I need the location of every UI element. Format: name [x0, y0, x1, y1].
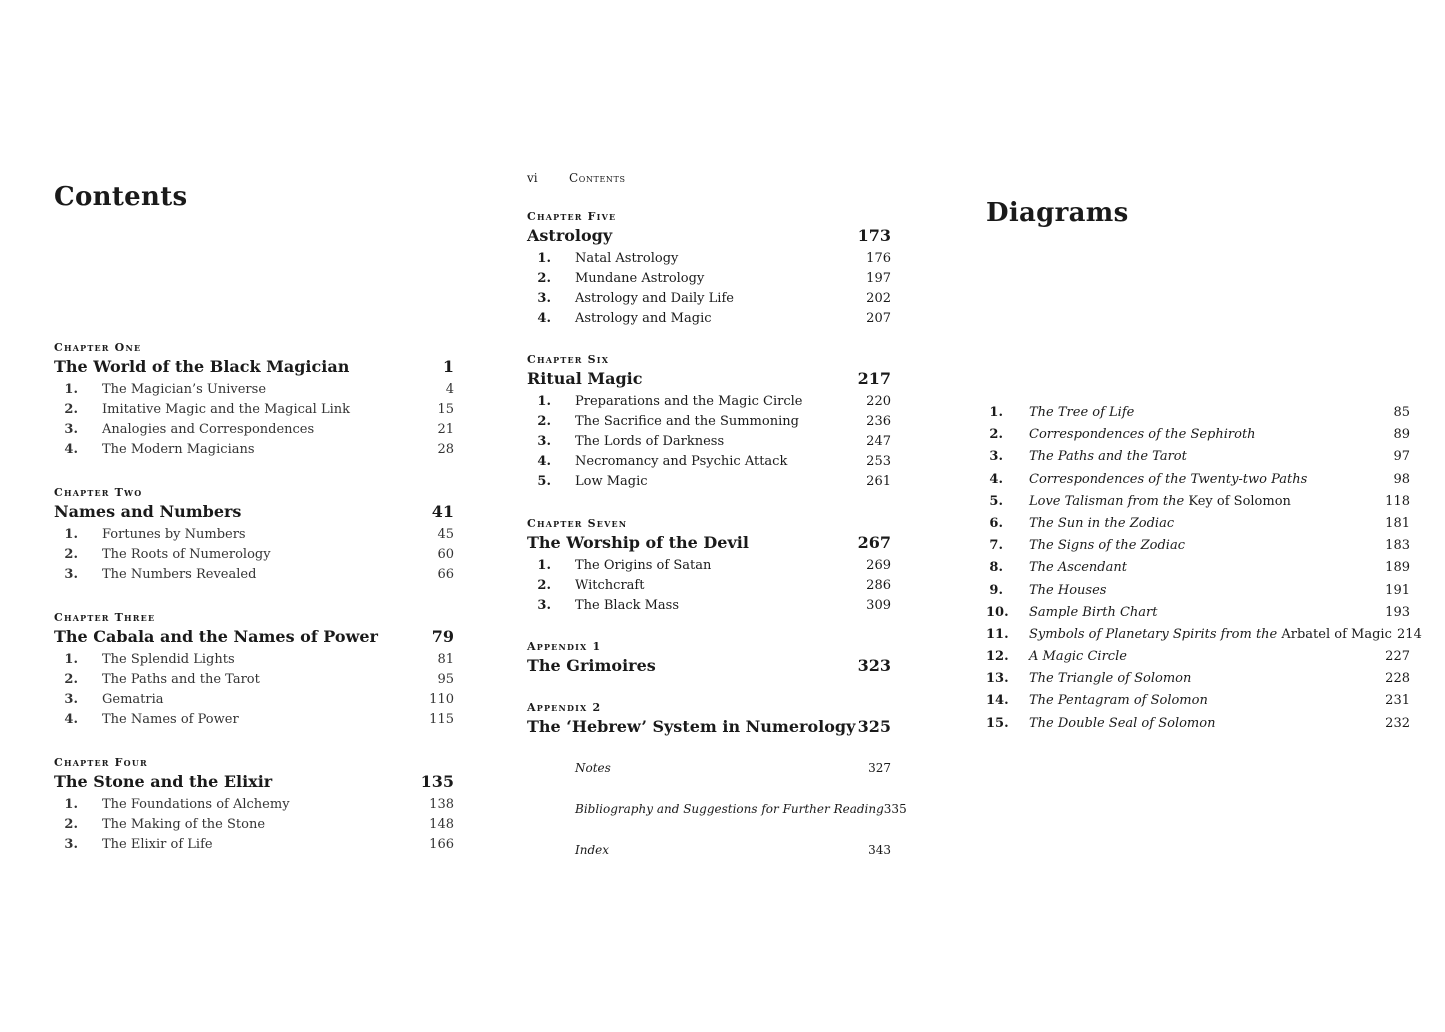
chapter-title: The Worship of the Devil	[527, 533, 749, 552]
chapter-title-row[interactable]	[54, 771, 454, 793]
section-row[interactable]	[527, 556, 891, 576]
section-page: 138	[429, 797, 454, 812]
section-page: 269	[866, 558, 891, 573]
section-row[interactable]	[527, 412, 891, 432]
section-page: 81	[437, 652, 454, 667]
chapter-label: Chapter One	[54, 341, 142, 354]
diagram-title: Love Talisman from the	[1029, 493, 1189, 509]
section-row[interactable]	[54, 440, 454, 460]
diagram-row[interactable]	[986, 713, 1410, 735]
section-row[interactable]	[527, 452, 891, 472]
section-title: The Numbers Revealed	[102, 567, 257, 582]
section-number: 1.	[64, 527, 78, 542]
back-matter-page: 343	[868, 843, 891, 857]
chapter-title: The Stone and the Elixir	[54, 772, 273, 791]
section-row[interactable]	[54, 565, 454, 585]
section-row[interactable]	[54, 835, 454, 855]
section-page: 4	[445, 382, 454, 397]
section-row[interactable]	[527, 289, 891, 309]
chapter-page: 267	[857, 533, 891, 552]
section-row[interactable]	[54, 380, 454, 400]
section-page: 28	[437, 442, 454, 457]
section-title: The Elixir of Life	[102, 837, 213, 852]
section-page: 202	[866, 291, 891, 306]
diagram-title: Correspondences of the Sephiroth	[1029, 427, 1256, 443]
section-title: Gematria	[102, 692, 164, 707]
diagram-title: Correspondences of the Twenty-two Paths	[1029, 471, 1308, 487]
section-title: The Lords of Darkness	[575, 434, 725, 449]
chapter-title-row[interactable]	[54, 356, 454, 378]
chapter-title-row[interactable]	[527, 225, 891, 247]
section-number: 4.	[537, 454, 551, 469]
appendix-entry	[527, 700, 891, 740]
back-matter-title: Notes	[575, 761, 611, 775]
section-page: 45	[437, 527, 454, 542]
appendix-entry	[527, 639, 891, 679]
diagram-row[interactable]	[986, 535, 1410, 557]
section-number: 2.	[64, 402, 78, 417]
chapter-entry	[527, 516, 891, 616]
section-page: 60	[437, 547, 454, 562]
section-number: 2.	[537, 414, 551, 429]
chapter-page: 79	[431, 627, 454, 646]
section-page: 148	[429, 817, 454, 832]
chapter-title: The World of the Black Magician	[54, 357, 350, 376]
section-row[interactable]	[54, 420, 454, 440]
chapter-entry	[527, 209, 891, 329]
section-title: Natal Astrology	[575, 251, 679, 266]
diagram-number: 1.	[989, 405, 1003, 420]
diagram-row[interactable]	[986, 402, 1410, 424]
section-number: 3.	[537, 598, 551, 613]
section-title: Fortunes by Numbers	[102, 527, 246, 542]
section-number: 3.	[537, 291, 551, 306]
diagram-page: 228	[1385, 671, 1410, 687]
appendix-title: The ‘Hebrew’ System in Numerology	[527, 717, 856, 736]
section-number: 1.	[64, 652, 78, 667]
section-page: 197	[866, 271, 891, 286]
section-row[interactable]	[54, 710, 454, 730]
section-row[interactable]	[54, 525, 454, 545]
section-page: 95	[437, 672, 454, 687]
diagram-page: 232	[1385, 715, 1410, 731]
diagram-page: 98	[1393, 471, 1410, 487]
diagram-title: The Paths and the Tarot	[1029, 449, 1187, 465]
diagram-title: The Sun in the Zodiac	[1029, 515, 1175, 531]
diagram-title: The Double Seal of Solomon	[1029, 715, 1216, 731]
back-matter-page: 327	[868, 761, 891, 775]
chapter-label: Chapter Four	[54, 756, 148, 769]
chapter-title-row[interactable]	[54, 626, 454, 648]
diagram-row[interactable]	[986, 690, 1410, 712]
section-number: 2.	[64, 672, 78, 687]
chapter-page: 217	[857, 369, 891, 388]
diagram-title: The Triangle of Solomon	[1029, 671, 1192, 687]
section-title: The Foundations of Alchemy	[102, 797, 290, 812]
section-title: Mundane Astrology	[575, 271, 705, 286]
chapter-entry	[527, 352, 891, 492]
chapter-title: The Cabala and the Names of Power	[54, 627, 378, 646]
section-number: 3.	[64, 422, 78, 437]
section-number: 2.	[64, 817, 78, 832]
chapter-page: 135	[420, 772, 454, 791]
section-row[interactable]	[54, 400, 454, 420]
back-matter-row[interactable]	[527, 800, 907, 818]
section-number: 5.	[537, 474, 551, 489]
appendix-title: The Grimoires	[527, 656, 656, 675]
section-page: 286	[866, 578, 891, 593]
section-title: Imitative Magic and the Magical Link	[102, 402, 351, 417]
section-number: 1.	[64, 797, 78, 812]
section-title: Witchcraft	[575, 578, 645, 593]
section-page: 261	[866, 474, 891, 489]
diagram-page: 193	[1385, 604, 1410, 620]
contents-title: Contents	[54, 182, 188, 212]
back-matter-page: 335	[883, 802, 907, 816]
section-number: 4.	[537, 311, 551, 326]
diagram-number: 12.	[986, 649, 1009, 665]
running-head	[527, 171, 626, 185]
chapter-label: Chapter Two	[54, 486, 143, 499]
chapter-entry	[54, 610, 454, 730]
diagram-title: Sample Birth Chart	[1029, 604, 1158, 620]
page-folio: vi	[527, 171, 538, 185]
section-title: Analogies and Correspondences	[102, 422, 315, 437]
chapter-entry	[54, 340, 454, 460]
section-title: The Splendid Lights	[102, 652, 235, 667]
diagram-number: 2.	[989, 427, 1003, 443]
section-page: 176	[866, 251, 891, 266]
chapter-label: Chapter Three	[54, 611, 156, 624]
section-row[interactable]	[527, 249, 891, 269]
section-page: 110	[429, 692, 454, 707]
section-number: 1.	[537, 251, 551, 266]
diagram-number: 8.	[989, 560, 1003, 576]
section-title: The Paths and the Tarot	[102, 672, 260, 687]
diagram-title: The Houses	[1029, 582, 1107, 598]
diagram-list	[986, 402, 1422, 735]
section-row[interactable]	[527, 432, 891, 452]
appendix-label: Appendix 1	[527, 640, 602, 653]
chapter-label: Chapter Seven	[527, 517, 628, 530]
section-row[interactable]	[527, 576, 891, 596]
diagram-number: 14.	[986, 693, 1009, 709]
diagram-number: 10.	[986, 604, 1009, 620]
diagram-title: The Tree of Life	[1029, 405, 1135, 420]
diagram-row[interactable]	[986, 624, 1422, 646]
appendix-title-row[interactable]	[527, 655, 891, 677]
section-title: Low Magic	[575, 474, 648, 489]
diagram-number: 13.	[986, 671, 1009, 687]
section-title: The Sacrifice and the Summoning	[575, 414, 799, 429]
chapter-label: Chapter Five	[527, 210, 617, 223]
diagram-number: 6.	[989, 515, 1003, 531]
section-number: 1.	[537, 558, 551, 573]
diagram-number: 4.	[989, 471, 1003, 487]
section-title: The Origins of Satan	[575, 558, 712, 573]
diagram-number: 7.	[989, 538, 1003, 554]
diagram-row[interactable]	[986, 491, 1410, 513]
diagrams-title: Diagrams	[986, 198, 1129, 228]
back-matter-row[interactable]	[527, 841, 891, 859]
diagram-page: 89	[1393, 427, 1410, 443]
diagram-page: 214	[1397, 626, 1422, 642]
section-number: 3.	[537, 434, 551, 449]
back-matter-row[interactable]	[527, 759, 891, 777]
section-row[interactable]	[527, 309, 891, 329]
section-title: Necromancy and Psychic Attack	[575, 454, 788, 469]
chapter-entry	[54, 485, 454, 585]
diagram-title: The Signs of the Zodiac	[1029, 538, 1185, 554]
diagram-row[interactable]	[986, 668, 1410, 690]
diagram-title: A Magic Circle	[1029, 649, 1127, 665]
chapter-page: 1	[442, 357, 454, 376]
section-row[interactable]	[527, 392, 891, 412]
chapter-page: 41	[431, 502, 454, 521]
chapter-title: Astrology	[527, 226, 613, 245]
section-title: Astrology and Daily Life	[575, 291, 734, 306]
diagram-page: 183	[1385, 538, 1410, 554]
section-title: The Black Mass	[575, 598, 680, 613]
section-page: 236	[866, 414, 891, 429]
chapter-title: Names and Numbers	[54, 502, 242, 521]
section-number: 2.	[537, 578, 551, 593]
diagram-row[interactable]	[986, 424, 1410, 446]
section-number: 1.	[537, 394, 551, 409]
chapter-title: Ritual Magic	[527, 369, 643, 388]
diagram-page: 85	[1393, 405, 1410, 420]
diagram-page: 118	[1385, 493, 1410, 509]
diagram-page: 191	[1385, 582, 1410, 598]
diagram-title: The Ascendant	[1029, 560, 1127, 576]
appendix-page: 325	[857, 717, 891, 736]
section-row[interactable]	[527, 596, 891, 616]
section-number: 2.	[537, 271, 551, 286]
section-title: The Modern Magicians	[102, 442, 255, 457]
diagram-number: 11.	[986, 626, 1009, 642]
section-title: Preparations and the Magic Circle	[575, 394, 803, 409]
section-page: 220	[866, 394, 891, 409]
diagram-row[interactable]	[986, 557, 1410, 579]
appendix-title-row[interactable]	[527, 716, 891, 738]
section-row[interactable]	[54, 670, 454, 690]
section-page: 207	[866, 311, 891, 326]
diagram-row[interactable]	[986, 469, 1410, 491]
diagram-page: 181	[1385, 515, 1410, 531]
section-number: 4.	[64, 442, 78, 457]
section-number: 4.	[64, 712, 78, 727]
diagram-number: 5.	[989, 493, 1003, 509]
section-number: 3.	[64, 837, 78, 852]
diagram-row[interactable]	[986, 513, 1410, 535]
chapter-label: Chapter Six	[527, 353, 610, 366]
section-title: The Magician’s Universe	[102, 382, 267, 397]
diagram-number: 3.	[989, 449, 1003, 465]
diagram-page: 231	[1385, 693, 1410, 709]
section-row[interactable]	[54, 815, 454, 835]
diagram-page: 189	[1385, 560, 1410, 576]
section-row[interactable]	[54, 650, 454, 670]
section-row[interactable]	[527, 269, 891, 289]
diagram-title-roman: Arbatel of Magic	[1281, 626, 1392, 642]
section-row[interactable]	[54, 690, 454, 710]
section-title: The Roots of Numerology	[102, 547, 271, 562]
chapter-title-row[interactable]	[527, 368, 891, 390]
section-row[interactable]	[54, 795, 454, 815]
section-title: Astrology and Magic	[575, 311, 712, 326]
back-matter-title: Bibliography and Suggestions for Further Reading	[575, 802, 884, 816]
section-row[interactable]	[527, 472, 891, 492]
chapter-page: 173	[857, 226, 891, 245]
section-row[interactable]	[54, 545, 454, 565]
running-head-title: Contents	[569, 171, 626, 185]
appendix-page: 323	[857, 656, 891, 675]
diagram-row[interactable]	[986, 580, 1410, 602]
diagram-number: 15.	[986, 715, 1009, 731]
diagram-title: The Pentagram of Solomon	[1029, 693, 1208, 709]
diagram-page: 97	[1393, 449, 1410, 465]
section-page: 253	[866, 454, 891, 469]
diagram-number: 9.	[989, 582, 1003, 598]
appendix-label: Appendix 2	[527, 701, 602, 714]
section-number: 3.	[64, 692, 78, 707]
back-matter-title: Index	[575, 843, 610, 857]
diagram-page: 227	[1385, 649, 1410, 665]
section-number: 3.	[64, 567, 78, 582]
section-page: 309	[866, 598, 891, 613]
section-page: 247	[866, 434, 891, 449]
chapter-title-row[interactable]	[54, 501, 454, 523]
chapter-entry	[54, 755, 454, 855]
section-number: 1.	[64, 382, 78, 397]
section-title: The Names of Power	[102, 712, 239, 727]
section-title: The Making of the Stone	[102, 817, 266, 832]
diagram-title-roman: Key of Solomon	[1188, 493, 1291, 509]
section-number: 2.	[64, 547, 78, 562]
diagram-title: Symbols of Planetary Spirits from the	[1029, 626, 1282, 642]
section-page: 21	[437, 422, 454, 437]
chapter-title-row[interactable]	[527, 532, 891, 554]
diagram-row[interactable]	[986, 602, 1410, 624]
section-page: 166	[429, 837, 454, 852]
diagram-row[interactable]	[986, 646, 1410, 668]
section-page: 15	[437, 402, 454, 417]
diagram-row[interactable]	[986, 446, 1410, 468]
section-page: 66	[437, 567, 454, 582]
section-page: 115	[429, 712, 454, 727]
